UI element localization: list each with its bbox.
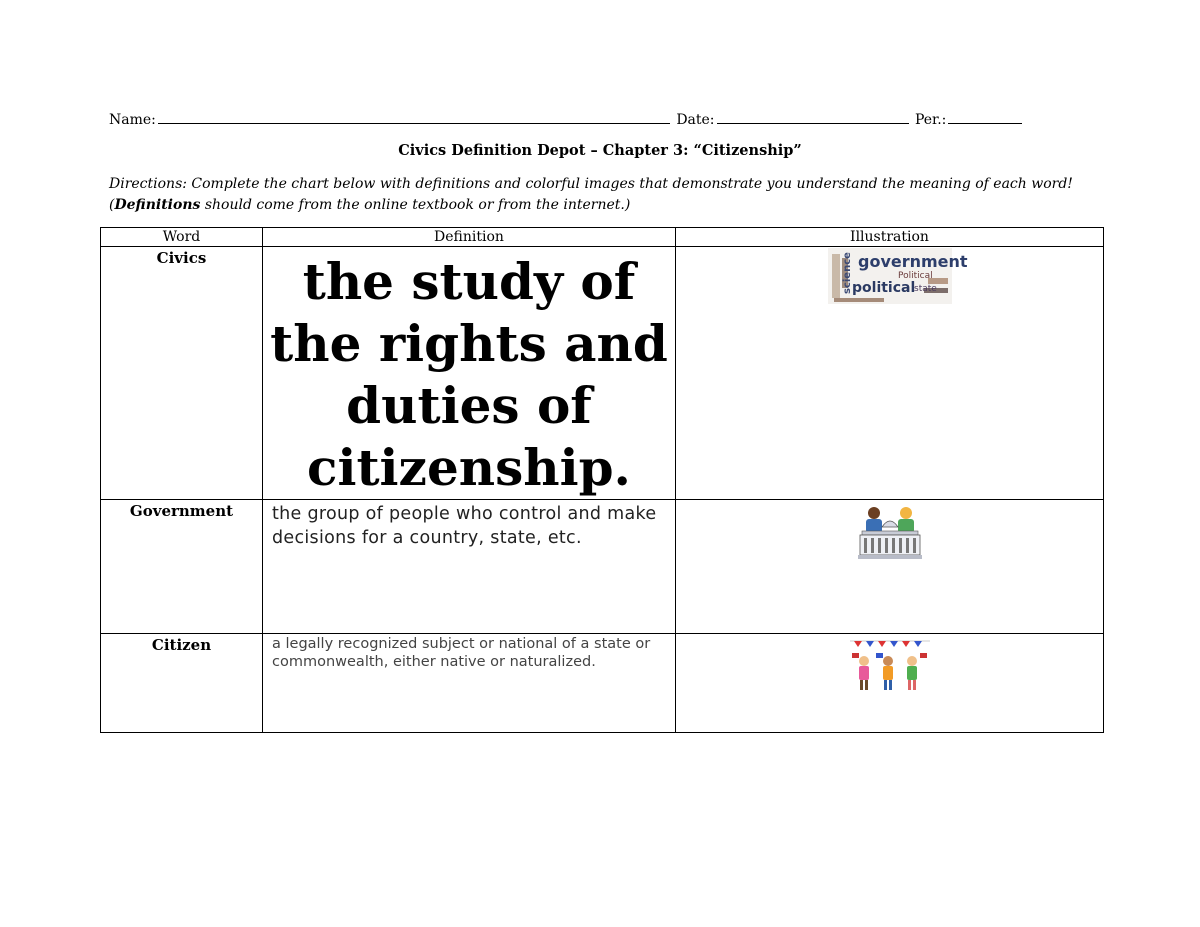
table-row — [101, 247, 1104, 500]
definition-cell[interactable]: a legally recognized subject or national of a state or commonwealth, either native or naturalized. — [263, 634, 676, 733]
name-label: Name: — [109, 112, 156, 128]
word-cell: Citizen — [101, 634, 263, 733]
wordcloud-word: government — [857, 252, 968, 271]
word-cell: Civics — [101, 247, 263, 500]
header-row — [101, 228, 1104, 247]
table-row — [101, 500, 1104, 634]
period-field[interactable] — [948, 109, 1022, 124]
wordcloud-word: science — [841, 252, 853, 294]
page-title: Civics Definition Depot – Chapter 3: “Citizenship” — [398, 142, 802, 159]
date-field[interactable] — [717, 109, 909, 124]
header-definition: Definition — [263, 228, 676, 247]
directions-tail: should come from the online textbook or from the internet.) — [200, 197, 631, 213]
illustration-cell[interactable] — [676, 500, 1104, 634]
header-line — [109, 109, 1049, 128]
directions-bold: Definitions — [114, 197, 201, 213]
directions-lead: Directions: Complete the chart below with definitions and colorful images that demonstrate you understand the meaning of each word! ( — [109, 176, 1073, 213]
period-label: Per.: — [914, 112, 947, 128]
definition-cell[interactable]: the study of the rights and duties of citizenship. — [263, 247, 676, 500]
wordcloud-word: state — [913, 284, 937, 294]
header-word: Word — [101, 228, 263, 247]
directions — [109, 174, 1099, 216]
definition-chart — [100, 227, 1104, 733]
illustration-cell[interactable] — [676, 634, 1104, 733]
wordcloud-word: political — [851, 280, 915, 296]
government-building-image — [854, 501, 926, 563]
kids-with-flags-image — [848, 635, 932, 695]
word-cell: Government — [101, 500, 263, 634]
name-field[interactable] — [158, 109, 670, 124]
date-label: Date: — [676, 112, 715, 128]
wordcloud-word: Political — [897, 271, 933, 281]
table-row — [101, 634, 1104, 733]
definition-cell[interactable]: the group of people who control and make decisions for a country, state, etc. — [263, 500, 676, 634]
illustration-cell[interactable] — [676, 247, 1104, 500]
word-cloud-image — [828, 248, 968, 304]
header-illustration: Illustration — [676, 228, 1104, 247]
